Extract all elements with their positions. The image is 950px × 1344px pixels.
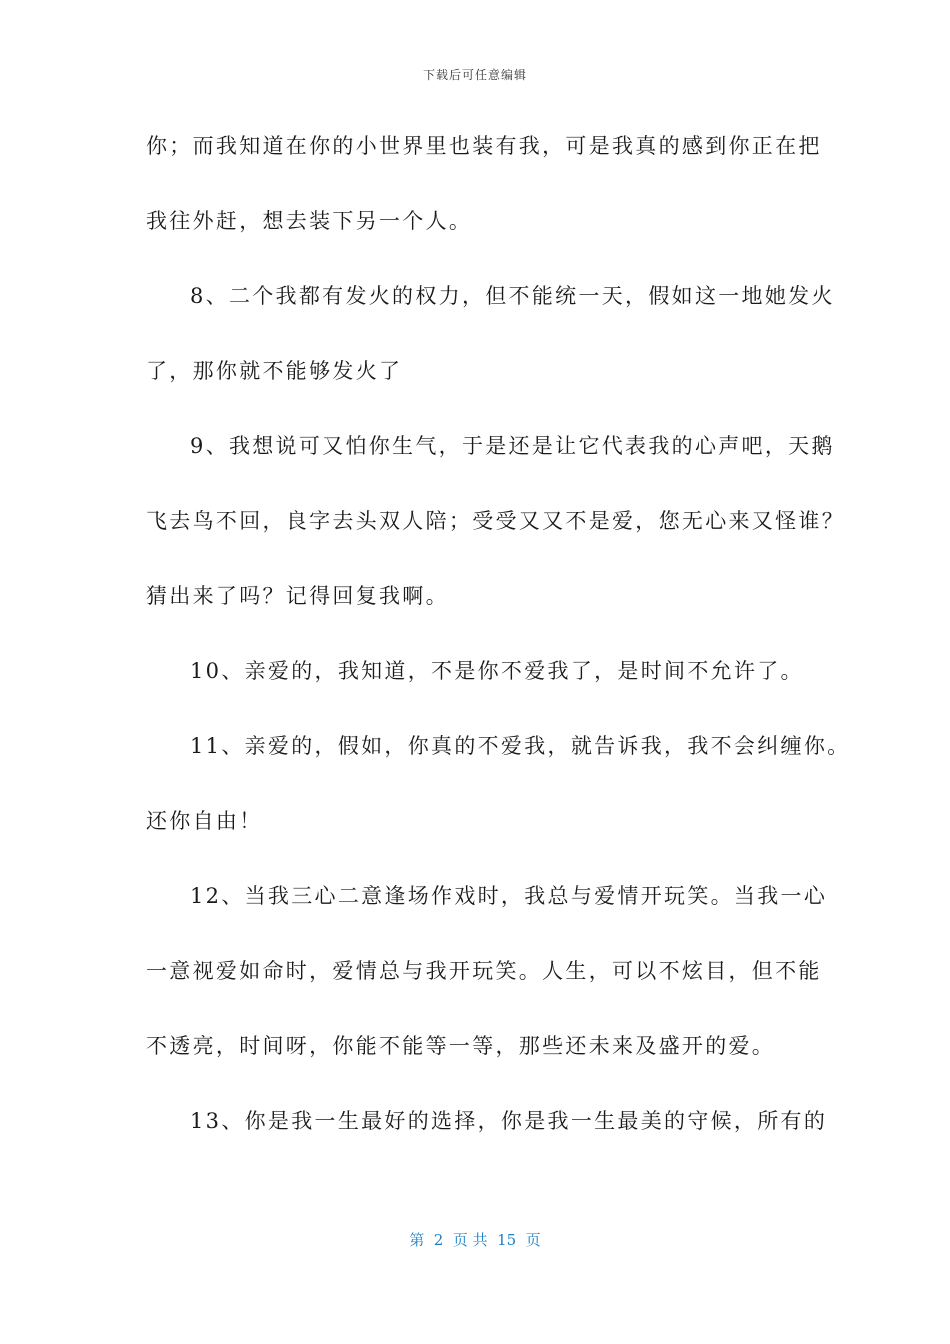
paragraph-start-10: 10、亲爱的，我知道，不是你不爱我了，是时间不允许了。 [190,659,804,683]
body-line: 了，那你就不能够发火了 [146,359,403,383]
paragraph-start-12: 12、当我三心二意逢场作戏时，我总与爱情开玩笑。当我一心 [190,884,828,908]
paragraph-start-13: 13、你是我一生最好的选择，你是我一生最美的守候，所有的 [190,1109,828,1133]
paragraph-start-11: 11、亲爱的，假如，你真的不爱我，就告诉我，我不会纠缠你。 [190,734,851,758]
page-header: 下载后可任意编辑 [422,68,527,82]
document-body [146,120,851,1170]
body-line: 猜出来了吗？记得回复我啊。 [146,584,449,608]
body-line: 还你自由！ [146,809,263,833]
body-line: 一意视爱如命时，爱情总与我开玩笑。人生，可以不炫目，但不能 [146,959,822,983]
body-line: 飞去鸟不回，良字去头双人陪；受受又又不是爱，您无心来又怪谁？ [146,509,845,533]
page-footer: 第 2 页 共 15 页 [409,1231,541,1249]
body-line: 你；而我知道在你的小世界里也装有我，可是我真的感到你正在把 [146,134,822,158]
body-line: 不透亮，时间呀，你能不能等一等，那些还未来及盛开的爱。 [146,1034,776,1058]
body-line: 我往外赶，想去装下另一个人。 [146,209,473,233]
paragraph-start-9: 9、我想说可又怕你生气，于是还是让它代表我的心声吧，天鹅 [190,434,835,458]
paragraph-start-8: 8、二个我都有发火的权力，但不能统一天，假如这一地她发火 [190,284,835,308]
